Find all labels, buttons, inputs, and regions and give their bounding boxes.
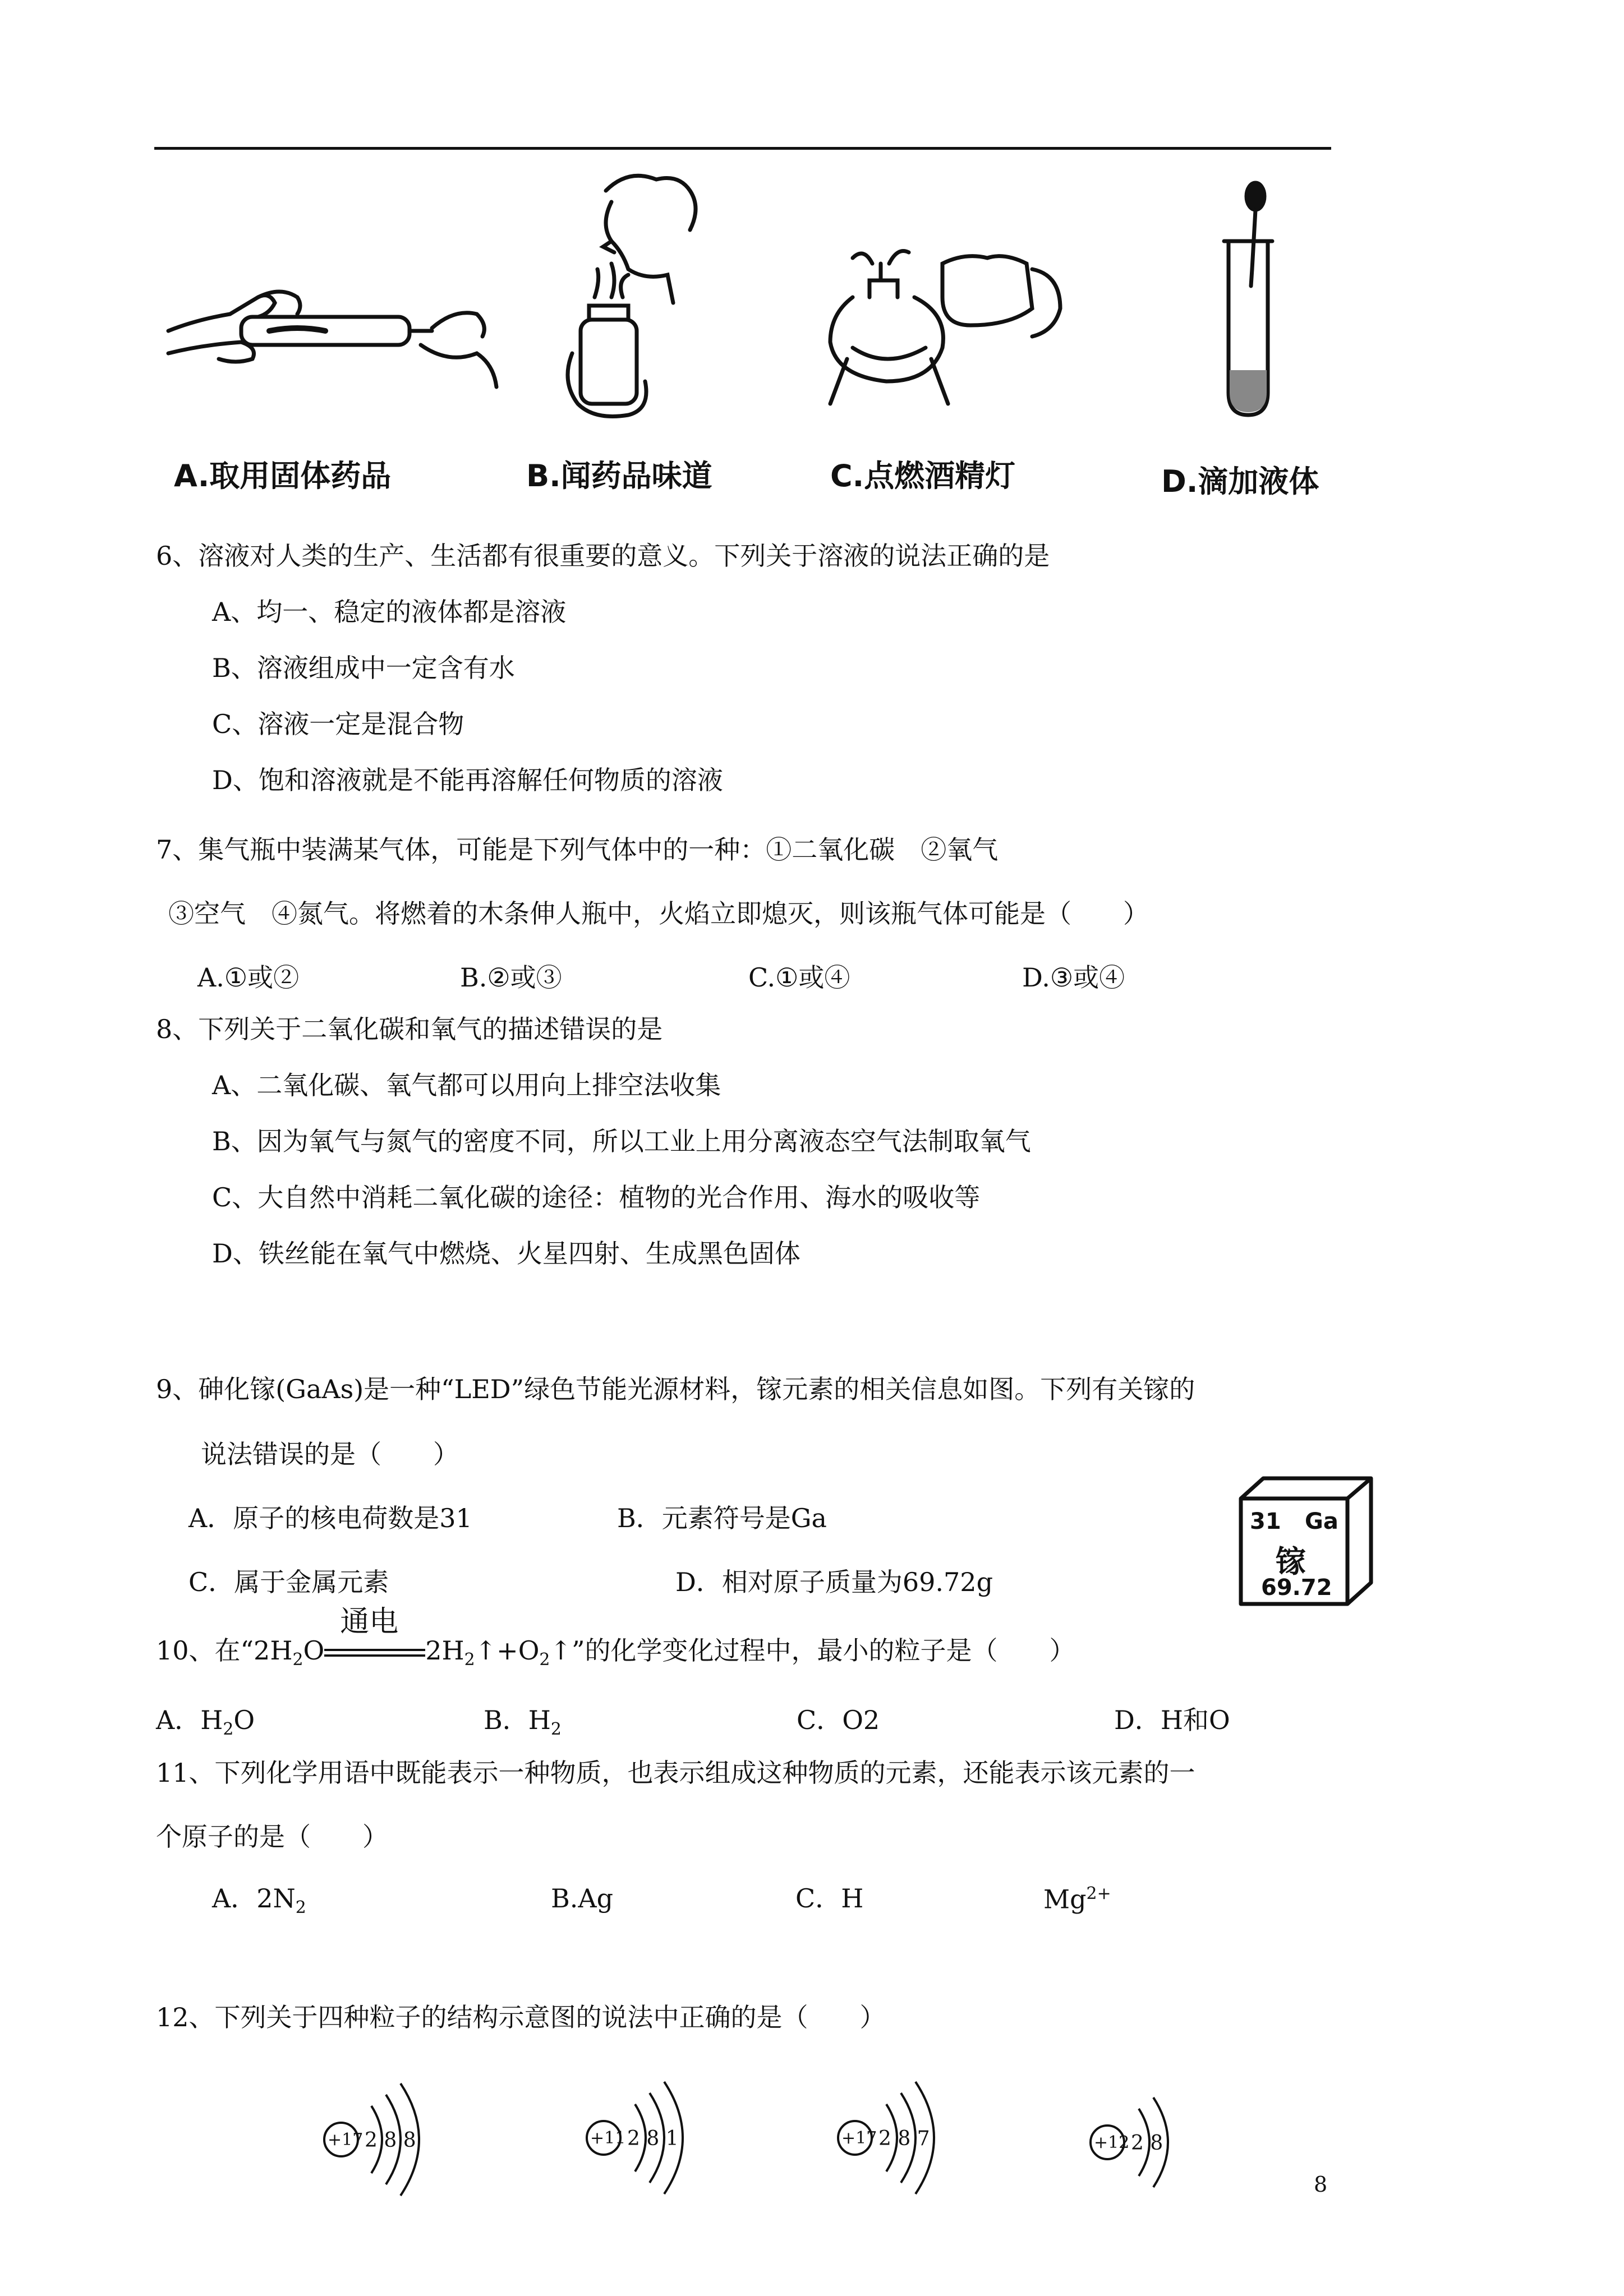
particle-electrons-4: 2 8 xyxy=(1131,2132,1163,2155)
element-atomic-mass: 69.72 xyxy=(1261,1575,1332,1601)
q8-option-d: D、铁丝能在氧气中燃烧、火星四射、生成黑色固体 xyxy=(212,1238,801,1269)
q9-option-d: D．相对原子质量为69.72g xyxy=(675,1567,993,1597)
q10-option-a-end: O xyxy=(233,1705,255,1735)
q7-stem-line1: 7、集气瓶中装满某气体，可能是下列气体中的一种：①二氧化碳 ②氧气 xyxy=(156,835,999,865)
q9-stem-line2: 说法错误的是（ ） xyxy=(201,1439,459,1469)
q10-option-b-sub: 2 xyxy=(550,1719,562,1740)
q10-sub2: 2 xyxy=(464,1650,475,1670)
q9-option-a: A．原子的核电荷数是31 xyxy=(188,1503,472,1533)
particle-electrons-3: 2 8 7 xyxy=(878,2127,930,2150)
q9-option-c: C．属于金属元素 xyxy=(188,1567,389,1597)
q10-sub3: 2 xyxy=(539,1650,550,1670)
q10-option-a xyxy=(156,1707,255,1738)
q6-option-a: A、均一、稳定的液体都是溶液 xyxy=(212,597,567,627)
q7-option-d: D.③或④ xyxy=(1022,962,1125,993)
q7-option-b: B.②或③ xyxy=(460,962,562,993)
q10-arrow1: ↑+O xyxy=(475,1635,540,1666)
q10-o1: O xyxy=(303,1635,325,1666)
q11-option-d xyxy=(1043,1884,1111,1915)
particle-nucleus-3: +17 xyxy=(841,2128,877,2148)
q7-option-c: C.①或④ xyxy=(748,962,850,993)
q10-sub1: 2 xyxy=(292,1650,303,1670)
q11-option-a xyxy=(212,1885,306,1916)
q8-option-c: C、大自然中消耗二氧化碳的途径：植物的光合作用、海水的吸收等 xyxy=(212,1182,981,1212)
caption-b: B.闻药品味道 xyxy=(526,458,712,494)
figure-smell xyxy=(561,168,718,432)
particle-nucleus-2: +11 xyxy=(590,2128,626,2148)
q8-stem: 8、下列关于二氧化碳和氧气的描述错误的是 xyxy=(156,1014,663,1044)
q11-option-c: C．H xyxy=(795,1883,864,1914)
particle-diagram-4 xyxy=(1087,2080,1199,2209)
q8-option-b: B、因为氧气与氮气的密度不同，所以工业上用分离液态空气法制取氧气 xyxy=(212,1126,1031,1156)
q11-option-b: B.Ag xyxy=(551,1883,614,1914)
particle-nucleus-4: +12 xyxy=(1094,2133,1130,2152)
q9-stem-line1: 9、砷化镓(GaAs)是一种“LED”绿色节能光源材料，镓元素的相关信息如图。下列有关镓的 xyxy=(156,1374,1195,1404)
q6-option-b: B、溶液组成中一定含有水 xyxy=(212,653,515,683)
q11-option-d-sup: 2+ xyxy=(1086,1884,1111,1903)
q11-option-d-main: Mg xyxy=(1043,1884,1087,1915)
reaction-condition: 通电 xyxy=(340,1605,399,1639)
header-rule xyxy=(154,147,1331,150)
q11-stem-line1: 11、下列化学用语中既能表示一种物质，也表示组成这种物质的元素，还能表示该元素的一 xyxy=(156,1758,1195,1788)
q6-option-d: D、饱和溶液就是不能再溶解任何物质的溶液 xyxy=(212,765,723,795)
caption-a: A.取用固体药品 xyxy=(174,458,392,494)
q9-option-b: B．元素符号是Ga xyxy=(617,1503,827,1533)
q10-equation xyxy=(156,1605,1075,1670)
particle-diagram-3 xyxy=(835,2075,947,2204)
particle-diagram-1 xyxy=(320,2075,432,2204)
particle-nucleus-1: +17 xyxy=(328,2130,364,2150)
figure-drop-liquid xyxy=(1217,179,1279,421)
element-atomic-number: 31 xyxy=(1250,1509,1281,1534)
particle-diagram-2 xyxy=(583,2075,696,2204)
particle-electrons-2: 2 8 1 xyxy=(627,2127,679,2150)
q11-stem-line2: 个原子的是（ ） xyxy=(156,1822,388,1852)
q10-option-a-main: A．H xyxy=(156,1705,223,1735)
q10-option-a-sub: 2 xyxy=(223,1719,234,1740)
q12-stem: 12、下列关于四种粒子的结构示意图的说法中正确的是（ ） xyxy=(156,2002,886,2032)
q10-arrow2: ↑”的化学变化过程中，最小的粒子是（ ） xyxy=(550,1635,1075,1666)
q6-option-c: C、溶液一定是混合物 xyxy=(212,709,464,739)
reaction-arrow xyxy=(324,1605,425,1666)
particle-electrons-1: 2 8 8 xyxy=(365,2129,416,2152)
q7-option-a: A.①或② xyxy=(197,962,300,993)
q10-product1: 2H xyxy=(425,1635,464,1666)
element-name: 镓 xyxy=(1276,1544,1306,1579)
figure-light-lamp xyxy=(819,241,1071,415)
q7-stem-line2: ③空气 ④氮气。将燃着的木条伸人瓶中，火焰立即熄灭，则该瓶气体可能是（ ） xyxy=(168,898,1149,929)
q6-stem: 6、溶液对人类的生产、生活都有很重要的意义。下列关于溶液的说法正确的是 xyxy=(156,541,1050,571)
caption-d: D.滴加液体 xyxy=(1161,464,1319,499)
q10-option-b xyxy=(484,1707,562,1738)
q11-option-a-main: A．2N xyxy=(212,1883,296,1914)
figure-take-solid xyxy=(163,275,499,404)
q11-option-a-sub: 2 xyxy=(295,1898,306,1918)
caption-c: C.点燃酒精灯 xyxy=(830,458,1016,494)
q8-option-a: A、二氧化碳、氧气都可以用向上排空法收集 xyxy=(212,1070,721,1100)
q10-option-d: D．H和O xyxy=(1114,1705,1230,1735)
gallium-element-card xyxy=(1239,1475,1373,1607)
q10-option-b-main: B．H xyxy=(484,1705,551,1735)
q10-prefix: 10、在“2H xyxy=(156,1635,293,1666)
page-number: 8 xyxy=(1314,2172,1328,2197)
element-symbol: Ga xyxy=(1305,1509,1338,1534)
q10-option-c: C．O2 xyxy=(797,1705,880,1735)
